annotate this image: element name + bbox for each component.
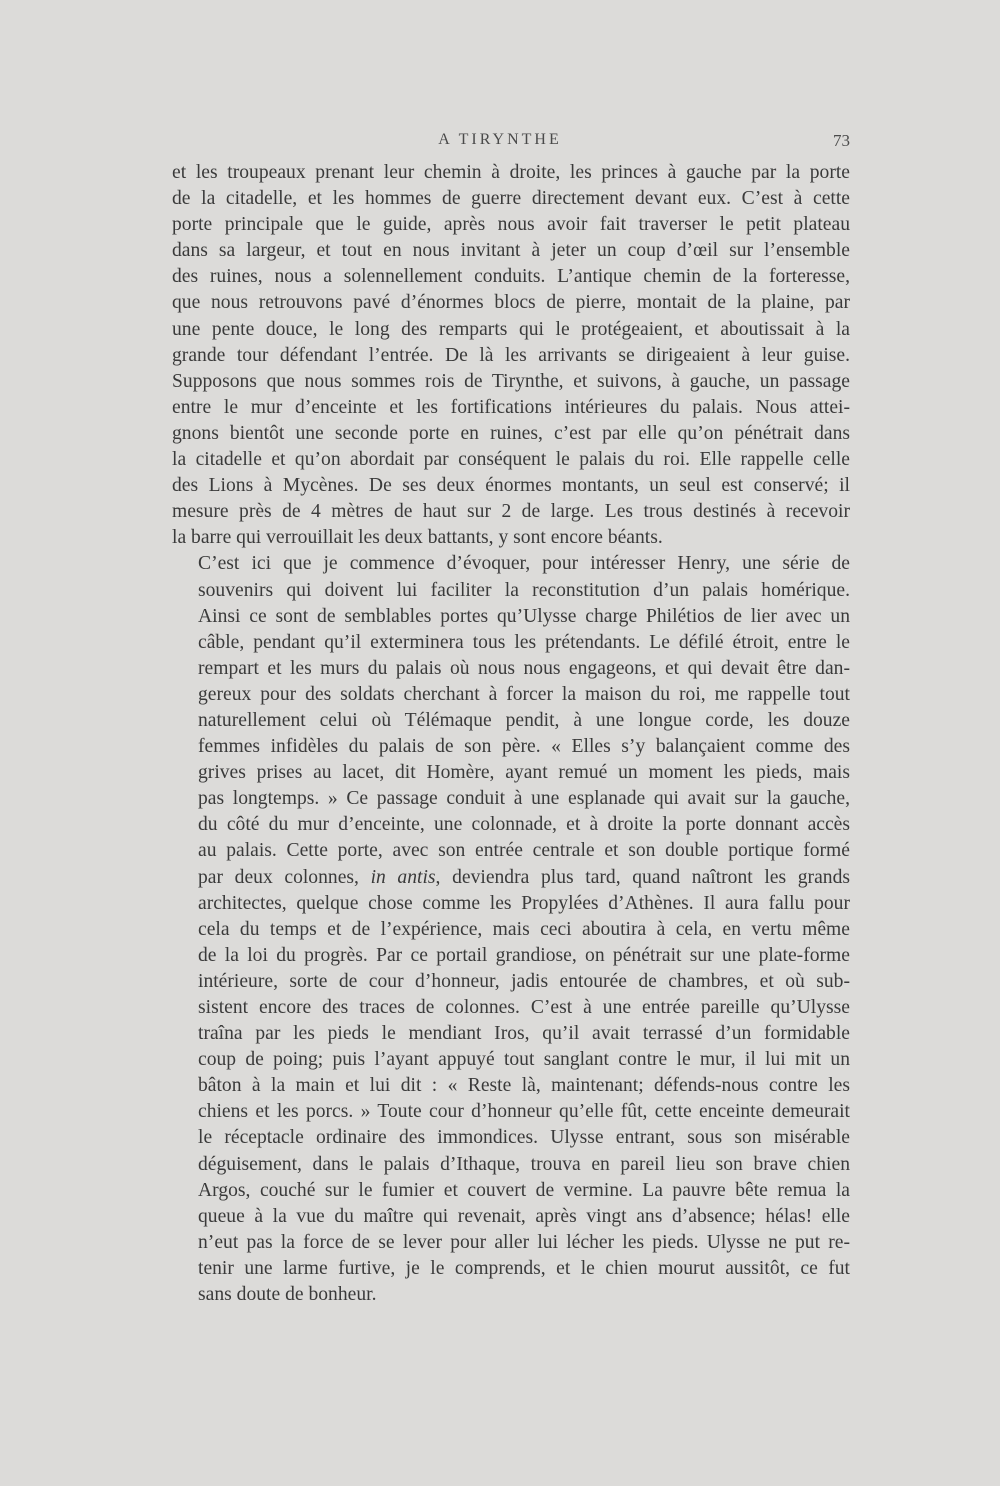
text-line: entre le mur d’enceinte et les fortifications intérieures du palais. Nous attei- — [172, 396, 850, 418]
text-line: la barre qui verrouillait les deux battants, y sont encore béants. — [172, 527, 663, 549]
text-line: Ainsi ce sont de semblables portes qu’Ulysse charge Philétios de lier avec un — [198, 605, 850, 627]
paragraph — [172, 551, 850, 1308]
text-line: intérieure, sorte de cour d’honneur, jadis entourée de chambres, et où sub- — [198, 970, 850, 992]
text-line: tenir une larme furtive, je le comprends, et le chien mourut aussitôt, ce fut — [198, 1257, 850, 1279]
text-line: le réceptacle ordinaire des immondices. Ulysse entrant, sous son misérable — [198, 1127, 850, 1149]
text-line: et les troupeaux prenant leur chemin à droite, les princes à gauche par la porte — [172, 162, 850, 183]
running-head — [0, 131, 1000, 155]
running-title: A TIRYNTHE — [438, 131, 562, 148]
text-line: cela du temps et de l’expérience, mais ceci aboutira à cela, en vertu même — [198, 918, 850, 940]
text-line: câble, pendant qu’il exterminera tous les prétendants. Le défilé étroit, entre le — [198, 631, 850, 653]
text-line: du côté du mur d’enceinte, une colonnade, et à droite la porte donnant accès — [198, 814, 850, 836]
text-line: pas longtemps. » Ce passage conduit à une esplanade qui avait sur la gauche, — [198, 788, 850, 810]
italic-term: in antis — [370, 866, 436, 888]
text-line: déguisement, dans le palais d’Ithaque, trouva en pareil lieu son brave chien — [198, 1153, 850, 1175]
paragraph — [172, 160, 850, 551]
text-line: que nous retrouvons pavé d’énormes blocs de pierre, montait de la plaine, par — [172, 292, 850, 314]
text-line: architectes, quelque chose comme les Propylées d’Athènes. Il aura fallu pour — [198, 892, 850, 914]
text-line: gereux pour des soldats cherchant à forcer la maison du roi, me rappelle tout — [198, 683, 850, 705]
text-line: dans sa largeur, et tout en nous invitant à jeter un coup d’œil sur l’ensemble — [172, 240, 850, 262]
text-line: souvenirs qui doivent lui faciliter la reconstitution d’un palais homérique. — [198, 579, 850, 601]
text-line: C’est ici que je commence d’évoquer, pour intéresser Henry, une série de — [198, 553, 850, 575]
text-line: rempart et les murs du palais où nous nous engageons, et qui devait être dan- — [198, 657, 850, 679]
text-line: Supposons que nous sommes rois de Tirynthe, et suivons, à gauche, un passage — [172, 370, 850, 392]
text-line: grives prises au lacet, dit Homère, ayant remué un moment les pieds, mais — [198, 762, 850, 784]
text-line: porte principale que le guide, après nous avoir fait traverser le petit plateau — [172, 214, 850, 236]
text-line: de la loi du progrès. Par ce portail grandiose, on pénétrait sur une plate-forme — [198, 944, 850, 966]
text-line: naturellement celui où Télémaque pendit, à une longue corde, les douze — [198, 709, 850, 731]
text-line: traîna par les pieds le mendiant Iros, qu’il avait terrassé d’un formidable — [198, 1023, 850, 1045]
text-line: au palais. Cette porte, avec son entrée centrale et son double portique formé — [198, 840, 850, 862]
text-line: par deux colonnes, in antis, deviendra plus tard, quand naîtront les grands — [198, 866, 850, 888]
text-line: Argos, couché sur le fumier et couvert de vermine. La pauvre bête remua la — [198, 1179, 850, 1201]
text-line: queue à la vue du maître qui revenait, après vingt ans d’absence; hélas! elle — [198, 1205, 850, 1227]
text-line: n’eut pas la force de se lever pour aller lui lécher les pieds. Ulysse ne put re- — [198, 1231, 850, 1253]
text-line: bâton à la main et lui dit : « Reste là, maintenant; défends-nous contre les — [198, 1075, 850, 1097]
text-line: femmes infidèles du palais de son père. « Elles s’y balançaient comme des — [198, 736, 850, 758]
text-line: la citadelle et qu’on abordait par conséquent le palais du roi. Elle rappelle celle — [172, 449, 850, 471]
text-line: mesure près de 4 mètres de haut sur 2 de large. Les trous destinés à recevoir — [172, 501, 850, 523]
page-number: 73 — [833, 131, 850, 150]
text-line: gnons bientôt une seconde porte en ruines, c’est par elle qu’on pénétrait dans — [172, 422, 850, 444]
text-line: de la citadelle, et les hommes de guerre directement devant eux. C’est à cette — [172, 188, 850, 210]
text-line: grande tour défendant l’entrée. De là les arrivants se dirigeaient à leur guise. — [172, 344, 850, 366]
text-line: sistent encore des traces de colonnes. C’est à une entrée pareille qu’Ulysse — [198, 997, 850, 1018]
text-line: des ruines, nous a solennellement conduits. L’antique chemin de la forteresse, — [172, 266, 850, 288]
text-line: une pente douce, le long des remparts qui le protégeaient, et aboutissait à la — [172, 318, 850, 340]
text-line: des Lions à Mycènes. De ses deux énormes montants, un seul est conservé; il — [172, 475, 850, 497]
text-line: chiens et les porcs. » Toute cour d’honneur qu’elle fût, cette enceinte demeurait — [198, 1101, 850, 1123]
text-line: sans doute de bonheur. — [198, 1284, 377, 1306]
text-line: coup de poing; puis l’ayant appuyé tout sanglant contre le mur, il lui mit un — [198, 1049, 850, 1071]
body-text — [172, 160, 850, 1308]
